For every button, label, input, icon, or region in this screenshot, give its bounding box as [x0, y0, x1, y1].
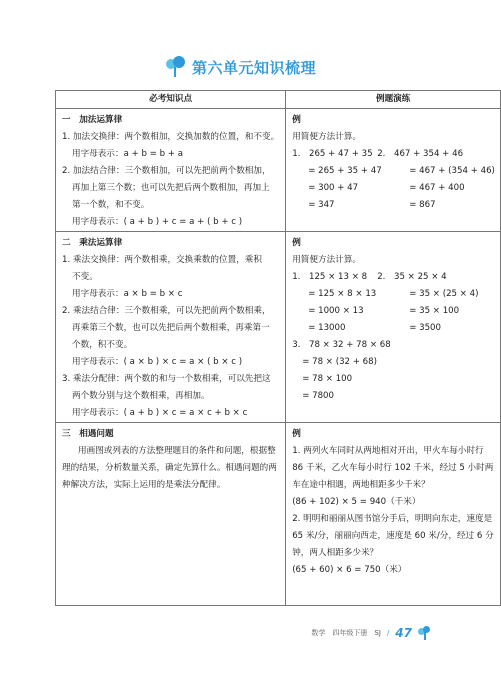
multiplication-examples: [286, 232, 501, 423]
calc-line: = 78 × 100: [302, 374, 353, 384]
page-footer: [311, 626, 430, 640]
page-number: 47: [395, 626, 412, 640]
calc-cell: = 467 + 400: [409, 183, 465, 193]
example-heading: 例: [292, 429, 301, 439]
meeting-knowledge: [56, 423, 286, 606]
text-line: 用字母表示：( a × b ) × c = a × ( b × c ): [72, 357, 243, 367]
section-multiplication: [56, 232, 501, 423]
section-heading: 一 加法运算律: [62, 115, 123, 125]
calc-cell: = 13000: [308, 323, 346, 333]
section-text: 用画图或列表的方法整理题目的条件和问题，根据整理的结果，分析数量关系，确定先算什么。相遇问题的两种解决方法，实际上运用的是乘法分配律。: [62, 446, 277, 490]
calc-cell: = 347: [308, 200, 335, 210]
calc-line: = 7800: [302, 391, 334, 401]
section-addition: [56, 109, 501, 232]
calc-cell: 1. 125 × 13 × 8: [292, 272, 368, 282]
example-heading: 例: [292, 115, 301, 125]
calc-cell: = 125 × 8 × 13: [308, 289, 377, 299]
addition-knowledge: [56, 109, 286, 232]
text-line: 两个数分别与这个数相乘，再相加。: [72, 391, 210, 401]
example-intro: 用简便方法计算。: [292, 255, 361, 265]
calc-cell: = 3500: [409, 323, 441, 333]
calc-line: = 78 × (32 + 68): [302, 357, 377, 367]
title-area: [0, 56, 480, 82]
page-title: 第六单元知识梳理: [191, 58, 316, 77]
text-line: 用字母表示：( a + b ) + c = a + ( b + c ): [72, 217, 243, 227]
calc-cell: = 867: [409, 200, 436, 210]
page-title-group: [164, 56, 316, 78]
example-problem: 2. 明明和丽丽从图书馆分手后，明明向东走，速度是 65 米/分，丽丽向西走，速度是 60 米/分，经过 6 分钟，两人相距多少米？: [292, 514, 494, 558]
calc-cell: = 265 + 35 + 47: [308, 166, 382, 176]
text-line: 2. 乘法结合律：三个数相乘，可以先把前两个数相乘，: [62, 306, 271, 316]
example-intro: 用简便方法计算。: [292, 132, 361, 142]
calc-row: [286, 269, 500, 286]
text-line: 1. 加法交换律：两个数相加，交换加数的位置，和不变。: [62, 132, 280, 142]
calc-line: 3. 78 × 32 + 78 × 68: [292, 340, 391, 350]
text-line: 个数，积不变。: [72, 340, 133, 350]
calc-row: [286, 286, 500, 303]
calc-row: [286, 197, 500, 214]
calc-cell: = 467 + (354 + 46): [409, 166, 495, 176]
section-meeting: [56, 423, 501, 606]
calc-cell: 2. 467 + 354 + 46: [377, 149, 464, 159]
section-heading: 三 相遇问题: [62, 429, 114, 439]
footer-text: 数学 四年级下册 SJ: [311, 629, 381, 637]
example-answer: (86 + 102) × 5 = 940（千米）: [292, 497, 421, 507]
header-right: 例题演练: [286, 91, 501, 109]
calc-cell: 2. 35 × 25 × 4: [377, 272, 447, 282]
footer-divider: /: [386, 629, 390, 637]
calc-row: [286, 303, 500, 320]
calc-cell: 1. 265 + 47 + 35: [292, 149, 373, 159]
text-line: 再加上第三个数；也可以先把后两个数相加，再加上: [72, 183, 270, 193]
example-problem: 1. 两列火车同时从两地相对开出，甲火车每小时行 86 千米，乙火车每小时行 102 千米，经过 5 小时两车在途中相遇，两地相距多少千米？: [292, 446, 494, 490]
calc-cell: = 35 × 100: [409, 306, 460, 316]
calc-cell: = 1000 × 13: [308, 306, 364, 316]
meeting-examples: [286, 423, 501, 606]
example-heading: 例: [292, 238, 301, 248]
text-line: 用字母表示：a × b = b × c: [72, 289, 183, 299]
calc-cell: = 300 + 47: [308, 183, 359, 193]
text-line: 不变。: [72, 272, 98, 282]
text-line: 第一个数，和不变。: [72, 200, 150, 210]
text-line: 2. 加法结合律：三个数相加，可以先把前两个数相加，: [62, 166, 271, 176]
text-line: 1. 乘法交换律：两个数相乘，交换乘数的位置，乘积: [62, 255, 262, 265]
knowledge-table: [55, 90, 501, 606]
calc-row: [286, 180, 500, 197]
tree-icon: [418, 626, 430, 640]
text-line: 用字母表示：a + b = b + a: [72, 149, 183, 159]
calc-row: [286, 146, 500, 163]
calc-row: [286, 163, 500, 180]
text-line: 再乘第三个数，也可以先把后两个数相乘，再乘第一: [72, 323, 270, 333]
multiplication-knowledge: [56, 232, 286, 423]
section-heading: 二 乘法运算律: [62, 238, 123, 248]
calc-row: [286, 320, 500, 337]
example-answer: (65 + 60) × 6 = 750（米）: [292, 565, 407, 575]
tree-icon: [164, 56, 186, 78]
calc-cell: = 35 × (25 × 4): [409, 289, 479, 299]
header-left: 必考知识点: [56, 91, 286, 109]
text-line: 用字母表示：( a + b ) × c = a × c + b × c: [72, 408, 248, 418]
text-line: 3. 乘法分配律：两个数的和与一个数相乘，可以先把这: [62, 374, 271, 384]
addition-examples: [286, 109, 501, 232]
